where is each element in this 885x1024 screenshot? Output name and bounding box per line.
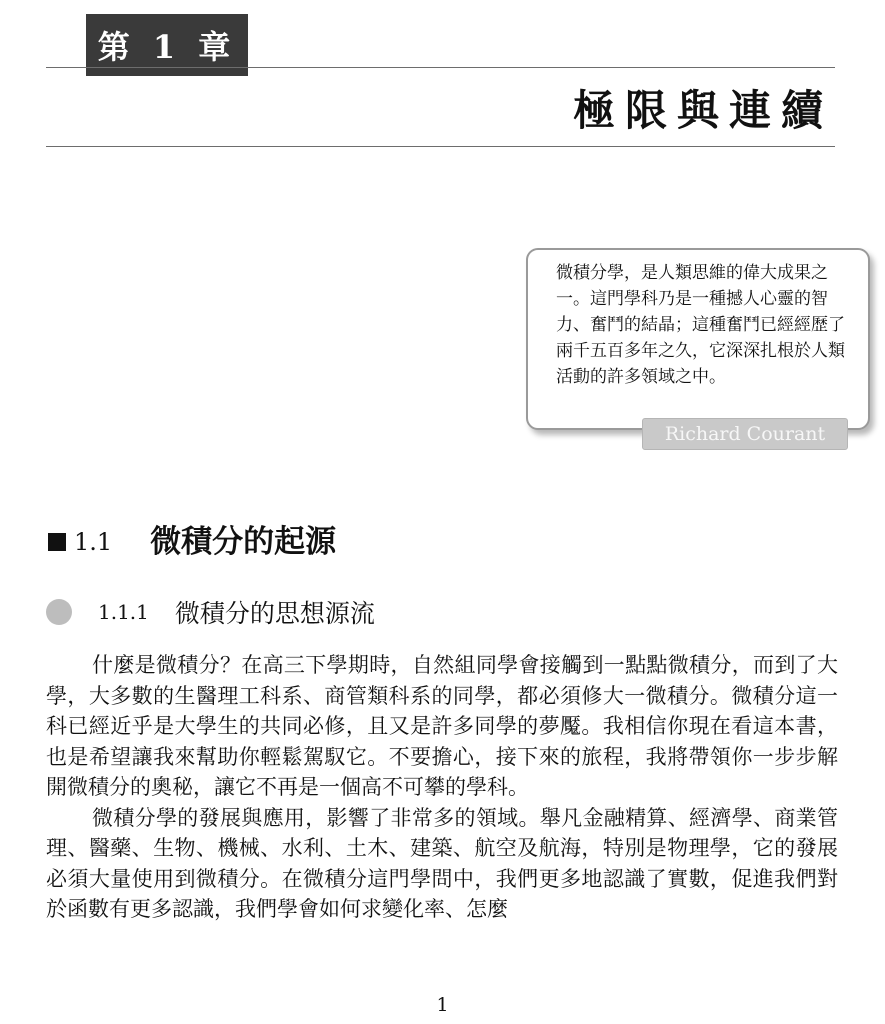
subsection-heading	[46, 594, 375, 630]
epigraph-box	[526, 248, 870, 430]
subsection-dot-icon	[46, 599, 72, 625]
epigraph-author: Richard Courant	[642, 418, 848, 450]
section-heading	[48, 516, 336, 561]
paragraph: 什麼是微積分？在高三下學期時，自然組同學會接觸到一點點微積分，而到了大學，大多數的生醫理工科系、商管類科系的同學，都必須修大一微積分。微積分這一科已經近乎是大學生的共同必修，且又是許多同學的夢魘。我相信你現在看這本書，也是希望讓我來幫助你輕鬆駕馭它。不要擔心，接下來的旅程，我將帶領你一步步解開微積分的奧秘，讓它不再是一個高不可攀的學科。	[46, 653, 838, 799]
paragraph: 微積分學的發展與應用，影響了非常多的領域。舉凡金融精算、經濟學、商業管理、醫藥、生物、機械、水利、土木、建築、航空及航海，特別是物理學，它的發展必須大量使用到微積分。在微積分這門學問中，我們更多地認識了實數，促進我們對於函數有更多認識，我們學會如何求變化率、怎麼	[46, 805, 838, 921]
chapter-bottom-rule	[46, 146, 835, 147]
body-text	[46, 650, 838, 925]
section-number: 1.1	[74, 527, 113, 556]
subsection-title: 微積分的思想源流	[174, 599, 375, 628]
chapter-title: 極限與連續	[572, 86, 833, 135]
section-title: 微積分的起源	[150, 524, 337, 560]
page-number: 1	[436, 994, 449, 1016]
subsection-number: 1.1.1	[98, 600, 149, 624]
section-square-icon	[48, 533, 66, 551]
chapter-top-rule	[46, 67, 835, 68]
chapter-label: 第 1 章	[86, 14, 248, 76]
epigraph-text: 微積分學，是人類思維的偉大成果之一。這門學科乃是一種撼人心靈的智力、奮鬥的結晶；這種奮鬥已經經歷了兩千五百多年之久，它深深扎根於人類活動的許多領域之中。	[556, 263, 845, 387]
